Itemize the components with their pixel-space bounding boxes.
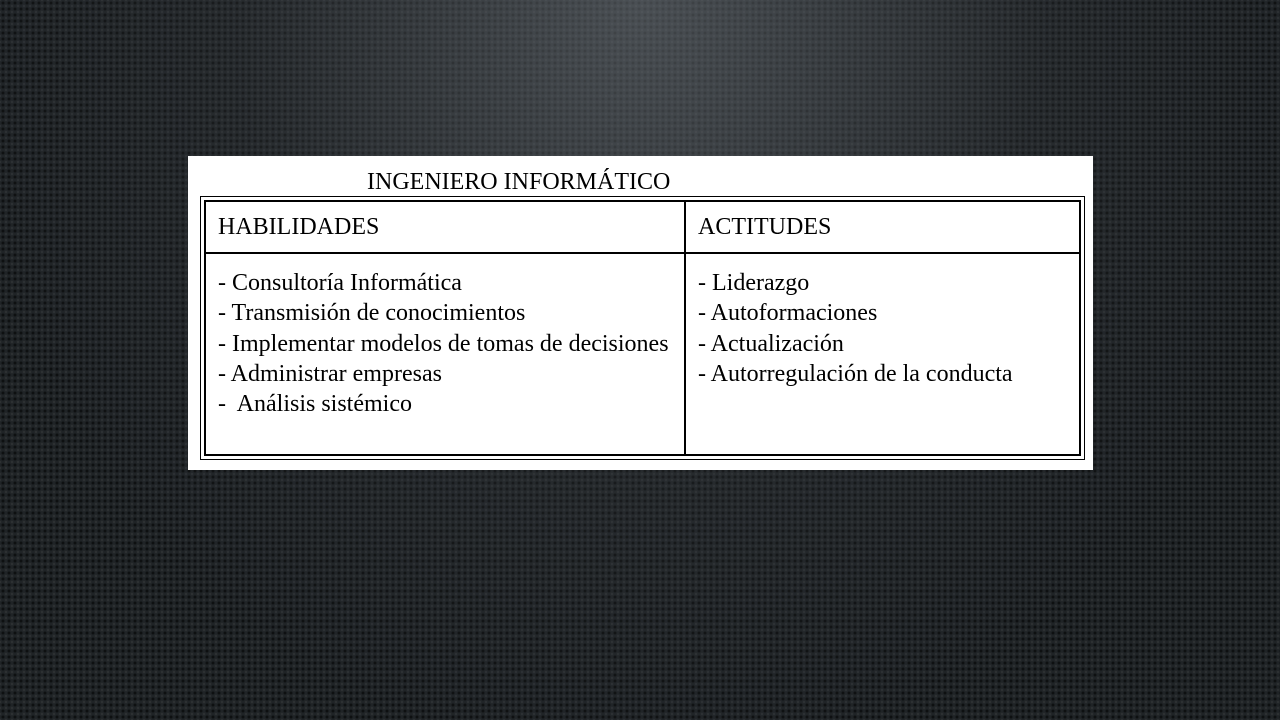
list-item: - Autorregulación de la conducta: [698, 360, 1013, 387]
actitudes-cell: [685, 253, 1080, 455]
table-body-row: [205, 253, 1080, 455]
table-header-row: [205, 201, 1080, 253]
document-image: [188, 156, 1093, 470]
list-item: - Administrar empresas: [218, 360, 442, 387]
actitudes-list: [698, 254, 1067, 389]
header-habilidades: HABILIDADES: [205, 201, 685, 253]
skills-table-frame: [200, 196, 1085, 460]
list-item: - Liderazgo: [698, 270, 810, 296]
header-actitudes: ACTITUDES: [685, 201, 1080, 253]
list-item: - Análisis sistémico: [218, 391, 412, 418]
habilidades-cell: [205, 253, 685, 455]
list-item: - Consultoría Informática: [218, 270, 462, 296]
list-item: - Transmisión de conocimientos: [218, 300, 526, 327]
habilidades-list: [218, 254, 672, 419]
list-item: - Autoformaciones: [698, 300, 878, 327]
document-title: INGENIERO INFORMÁTICO: [367, 169, 671, 195]
list-item: - Actualización: [698, 330, 844, 357]
list-item: - Implementar modelos de tomas de decisiones: [218, 330, 669, 357]
skills-table: [204, 200, 1081, 456]
